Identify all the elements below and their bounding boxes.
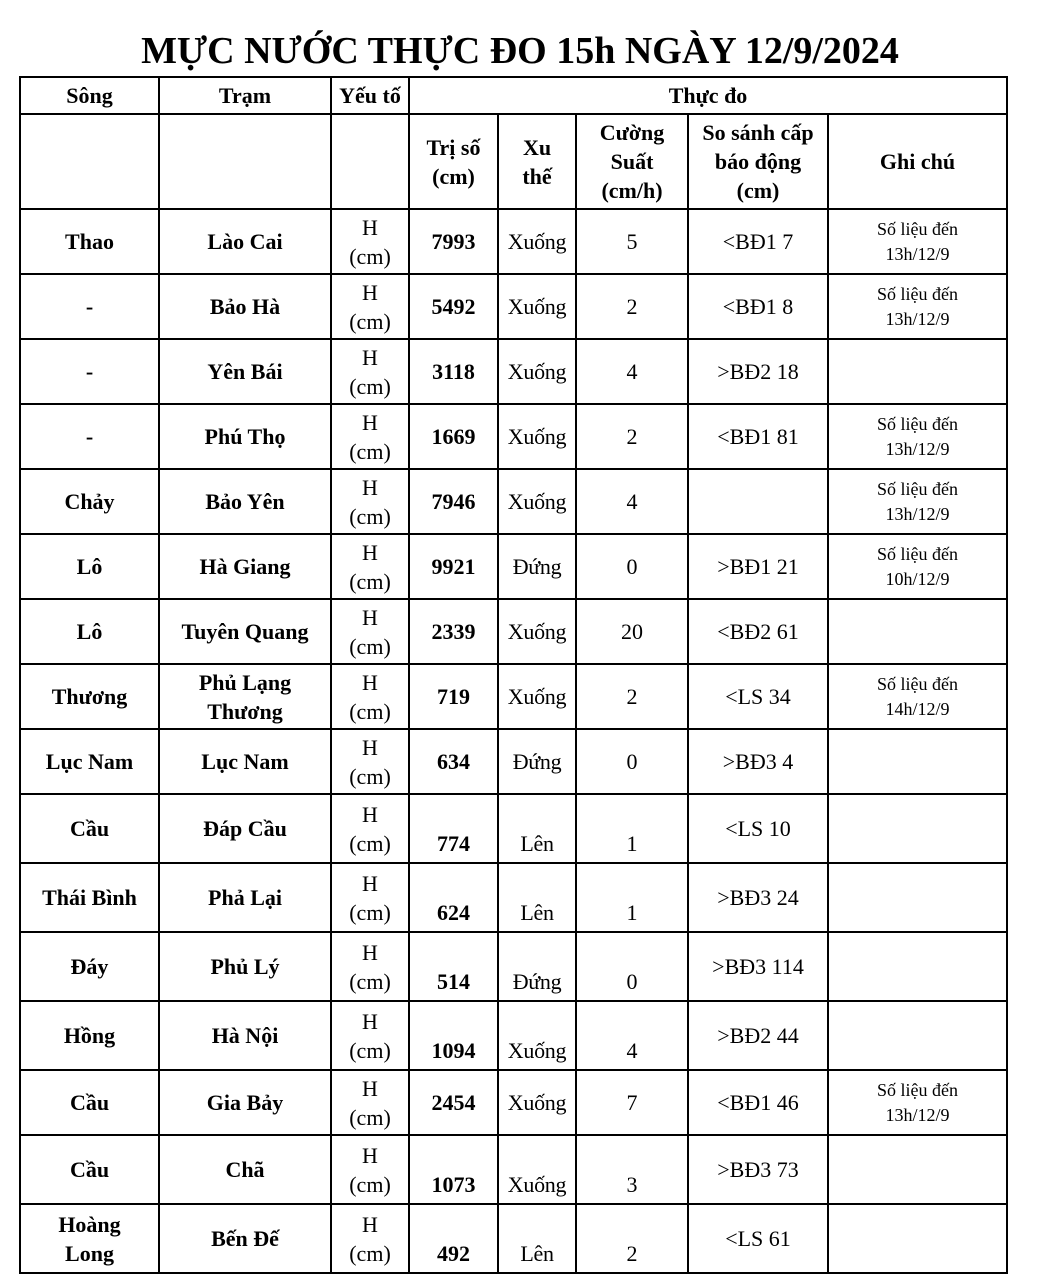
table-row — [20, 664, 1007, 729]
cell-song — [20, 469, 159, 534]
header-tram: Trạm — [159, 77, 331, 114]
cell-tri-so: 624 — [409, 863, 498, 932]
header-xu-the — [498, 114, 576, 209]
cell-tram — [159, 1001, 331, 1070]
cell-so-sanh: <LS 34 — [688, 664, 828, 729]
factor-line: (cm) — [349, 830, 391, 856]
tram-line: Bảo Yên — [205, 489, 285, 514]
factor-line: H — [362, 939, 378, 965]
cell-ghi-chu — [828, 404, 1007, 469]
header-so-sanh-line: So sánh cấp — [702, 120, 814, 145]
cell-ghi-chu — [828, 1135, 1007, 1204]
header-tri-so-line: (cm) — [432, 163, 475, 189]
cell-tram — [159, 1070, 331, 1135]
cell-cuong-suat: 2 — [576, 274, 688, 339]
cell-tram — [159, 209, 331, 274]
cell-cuong-suat: 1 — [576, 863, 688, 932]
song-line: Hồng — [63, 1023, 116, 1048]
cell-tri-so: 1669 — [409, 404, 498, 469]
table-row — [20, 794, 1007, 863]
factor-line: H — [362, 1211, 378, 1237]
header-blank-3 — [331, 114, 409, 209]
ghi-chu-line: Số liệu đến — [877, 218, 958, 239]
cell-tri-so: 1094 — [409, 1001, 498, 1070]
tram-line: Bảo Hà — [209, 294, 281, 319]
cell-xu-the: Lên — [498, 1204, 576, 1273]
factor-line: H — [362, 409, 378, 435]
cell-ghi-chu — [828, 599, 1007, 664]
header-so-sanh-line: báo động — [714, 149, 802, 174]
table-row — [20, 274, 1007, 339]
table-row — [20, 932, 1007, 1001]
tram-line: Hà Giang — [199, 554, 291, 579]
header-xu-the-line: thế — [522, 163, 552, 189]
cell-yeu-to — [331, 863, 409, 932]
factor-line: (cm) — [349, 1037, 391, 1063]
cell-yeu-to — [331, 1204, 409, 1273]
water-level-table — [19, 76, 1008, 1274]
table-row — [20, 534, 1007, 599]
cell-cuong-suat: 20 — [576, 599, 688, 664]
tram-line: Phả Lại — [208, 885, 282, 910]
ghi-chu-line: 10h/12/9 — [885, 568, 950, 589]
cell-so-sanh: <BĐ1 46 — [688, 1070, 828, 1135]
song-line: Thương — [51, 684, 128, 709]
tram-line: Phủ Lý — [210, 954, 280, 979]
cell-xu-the: Xuống — [498, 209, 576, 274]
cell-ghi-chu — [828, 469, 1007, 534]
factor-line: H — [362, 539, 378, 565]
cell-tri-so: 774 — [409, 794, 498, 863]
song-line: - — [85, 294, 94, 319]
factor-line: H — [362, 1008, 378, 1034]
cell-xu-the: Lên — [498, 794, 576, 863]
cell-so-sanh: <BĐ1 81 — [688, 404, 828, 469]
cell-yeu-to — [331, 274, 409, 339]
ghi-chu-line: 13h/12/9 — [885, 438, 950, 459]
factor-line: H — [362, 604, 378, 630]
factor-line: H — [362, 669, 378, 695]
factor-line: H — [362, 870, 378, 896]
cell-tri-so: 1073 — [409, 1135, 498, 1204]
header-row-2 — [20, 114, 1007, 209]
cell-xu-the: Đứng — [498, 534, 576, 599]
cell-tram — [159, 274, 331, 339]
cell-ghi-chu — [828, 274, 1007, 339]
factor-line: H — [362, 734, 378, 760]
cell-so-sanh: <LS 10 — [688, 794, 828, 863]
cell-cuong-suat: 1 — [576, 794, 688, 863]
ghi-chu-line: Số liệu đến — [877, 1079, 958, 1100]
cell-cuong-suat: 4 — [576, 1001, 688, 1070]
ghi-chu-line: Số liệu đến — [877, 478, 958, 499]
header-ghi-chu: Ghi chú — [828, 114, 1007, 209]
cell-song — [20, 794, 159, 863]
header-xu-the-line: Xu — [522, 134, 552, 160]
cell-tri-so: 2454 — [409, 1070, 498, 1135]
factor-line: (cm) — [349, 1171, 391, 1197]
cell-tram — [159, 1204, 331, 1273]
page-title: MỰC NƯỚC THỰC ĐO 15h NGÀY 12/9/2024 — [141, 30, 899, 72]
cell-song — [20, 274, 159, 339]
cell-yeu-to — [331, 794, 409, 863]
cell-tri-so: 719 — [409, 664, 498, 729]
cell-tri-so: 492 — [409, 1204, 498, 1273]
tram-line: Đáp Cầu — [203, 816, 287, 841]
factor-line: H — [362, 801, 378, 827]
factor-line: H — [362, 474, 378, 500]
tram-line: Thương — [207, 698, 283, 724]
cell-ghi-chu — [828, 339, 1007, 404]
cell-tram — [159, 469, 331, 534]
ghi-chu-line: Số liệu đến — [877, 283, 958, 304]
song-line: - — [85, 424, 94, 449]
song-line: Lô — [76, 619, 103, 644]
cell-tri-so: 9921 — [409, 534, 498, 599]
cell-ghi-chu — [828, 1204, 1007, 1273]
song-line: Cầu — [69, 1157, 110, 1182]
cell-so-sanh: >BĐ1 21 — [688, 534, 828, 599]
cell-yeu-to — [331, 729, 409, 794]
cell-cuong-suat: 5 — [576, 209, 688, 274]
table-row — [20, 1204, 1007, 1273]
cell-song — [20, 339, 159, 404]
cell-so-sanh: <BĐ1 8 — [688, 274, 828, 339]
factor-line: (cm) — [349, 438, 391, 464]
song-line: Long — [65, 1240, 114, 1266]
cell-song — [20, 1135, 159, 1204]
cell-cuong-suat: 2 — [576, 664, 688, 729]
cell-xu-the: Xuống — [498, 469, 576, 534]
tram-line: Lào Cai — [207, 229, 283, 254]
header-blank-1 — [20, 114, 159, 209]
factor-line: H — [362, 214, 378, 240]
ghi-chu-line: 13h/12/9 — [885, 1104, 950, 1125]
cell-yeu-to — [331, 1070, 409, 1135]
factor-line: (cm) — [349, 633, 391, 659]
header-so-sanh — [688, 114, 828, 209]
song-line: Cầu — [69, 816, 110, 841]
cell-tram — [159, 599, 331, 664]
factor-line: (cm) — [349, 1104, 391, 1130]
header-cuong-suat-line: Cường — [599, 120, 665, 145]
factor-line: (cm) — [349, 308, 391, 334]
cell-ghi-chu — [828, 794, 1007, 863]
factor-line: H — [362, 344, 378, 370]
song-line: Đáy — [70, 954, 109, 979]
cell-so-sanh: <BĐ2 61 — [688, 599, 828, 664]
cell-song — [20, 599, 159, 664]
cell-tri-so: 7946 — [409, 469, 498, 534]
cell-yeu-to — [331, 599, 409, 664]
header-yeu-to: Yếu tố — [331, 77, 409, 114]
ghi-chu-line: 14h/12/9 — [885, 698, 950, 719]
song-line: Hoàng — [58, 1211, 121, 1237]
song-line: - — [85, 359, 94, 384]
factor-line: (cm) — [349, 968, 391, 994]
tram-line: Chã — [225, 1157, 265, 1182]
cell-tram — [159, 339, 331, 404]
cell-tram — [159, 932, 331, 1001]
cell-xu-the: Xuống — [498, 1070, 576, 1135]
song-line: Lô — [76, 554, 103, 579]
cell-so-sanh: >BĐ3 24 — [688, 863, 828, 932]
cell-tram — [159, 664, 331, 729]
tram-line: Phú Thọ — [204, 424, 286, 449]
cell-song — [20, 729, 159, 794]
table-row — [20, 339, 1007, 404]
cell-song — [20, 534, 159, 599]
factor-line: (cm) — [349, 503, 391, 529]
header-tri-so — [409, 114, 498, 209]
cell-xu-the: Lên — [498, 863, 576, 932]
factor-line: (cm) — [349, 1240, 391, 1266]
cell-ghi-chu — [828, 209, 1007, 274]
cell-tri-so: 3118 — [409, 339, 498, 404]
song-line: Chảy — [64, 489, 115, 514]
tram-line: Bến Đế — [211, 1226, 279, 1251]
cell-tram — [159, 534, 331, 599]
table-row — [20, 863, 1007, 932]
ghi-chu-line: 13h/12/9 — [885, 308, 950, 329]
ghi-chu-line: 13h/12/9 — [885, 503, 950, 524]
cell-yeu-to — [331, 1001, 409, 1070]
cell-yeu-to — [331, 339, 409, 404]
cell-so-sanh: >BĐ3 114 — [688, 932, 828, 1001]
cell-yeu-to — [331, 664, 409, 729]
factor-line: (cm) — [349, 568, 391, 594]
cell-tri-so: 5492 — [409, 274, 498, 339]
cell-cuong-suat: 4 — [576, 469, 688, 534]
cell-xu-the: Xuống — [498, 1001, 576, 1070]
cell-yeu-to — [331, 209, 409, 274]
cell-so-sanh: <LS 61 — [688, 1204, 828, 1273]
song-line: Lục Nam — [45, 749, 134, 774]
header-tri-so-line: Trị số — [426, 134, 481, 160]
table-row — [20, 729, 1007, 794]
cell-xu-the: Đứng — [498, 932, 576, 1001]
cell-so-sanh: >BĐ2 18 — [688, 339, 828, 404]
factor-line: H — [362, 1075, 378, 1101]
tram-line: Tuyên Quang — [181, 619, 309, 644]
header-song: Sông — [20, 77, 159, 114]
cell-song — [20, 209, 159, 274]
ghi-chu-line: 13h/12/9 — [885, 243, 950, 264]
song-line: Thái Bình — [42, 885, 137, 910]
cell-tri-so: 2339 — [409, 599, 498, 664]
cell-tram — [159, 404, 331, 469]
cell-cuong-suat: 4 — [576, 339, 688, 404]
header-row-1 — [20, 77, 1007, 114]
tram-line: Phủ Lạng — [198, 669, 292, 695]
cell-song — [20, 1001, 159, 1070]
song-line: Cầu — [69, 1090, 110, 1115]
table-row — [20, 1135, 1007, 1204]
cell-tri-so: 514 — [409, 932, 498, 1001]
cell-cuong-suat: 2 — [576, 1204, 688, 1273]
header-thuc-do: Thực đo — [409, 77, 1007, 114]
factor-line: (cm) — [349, 243, 391, 269]
ghi-chu-line: Số liệu đến — [877, 673, 958, 694]
factor-line: (cm) — [349, 899, 391, 925]
cell-xu-the: Xuống — [498, 599, 576, 664]
cell-xu-the: Xuống — [498, 1135, 576, 1204]
ghi-chu-line: Số liệu đến — [877, 413, 958, 434]
song-line: Thao — [65, 229, 114, 254]
cell-song — [20, 863, 159, 932]
cell-cuong-suat: 0 — [576, 932, 688, 1001]
cell-song — [20, 1070, 159, 1135]
tram-line: Gia Bảy — [206, 1090, 284, 1115]
cell-tram — [159, 863, 331, 932]
cell-tri-so: 634 — [409, 729, 498, 794]
cell-so-sanh — [688, 469, 828, 534]
cell-xu-the: Xuống — [498, 339, 576, 404]
cell-yeu-to — [331, 534, 409, 599]
cell-song — [20, 404, 159, 469]
cell-song — [20, 1204, 159, 1273]
table-row — [20, 469, 1007, 534]
cell-yeu-to — [331, 404, 409, 469]
cell-ghi-chu — [828, 664, 1007, 729]
cell-tram — [159, 729, 331, 794]
cell-ghi-chu — [828, 932, 1007, 1001]
header-cuong-suat-line: (cm/h) — [601, 178, 663, 203]
cell-tram — [159, 794, 331, 863]
cell-song — [20, 932, 159, 1001]
cell-so-sanh: <BĐ1 7 — [688, 209, 828, 274]
cell-tri-so: 7993 — [409, 209, 498, 274]
cell-cuong-suat: 7 — [576, 1070, 688, 1135]
cell-so-sanh: >BĐ3 73 — [688, 1135, 828, 1204]
header-cuong-suat-line: Suất — [610, 149, 654, 174]
factor-line: H — [362, 1142, 378, 1168]
tram-line: Hà Nội — [211, 1023, 279, 1048]
header-cuong-suat — [576, 114, 688, 209]
cell-yeu-to — [331, 1135, 409, 1204]
cell-cuong-suat: 3 — [576, 1135, 688, 1204]
table-row — [20, 209, 1007, 274]
cell-xu-the: Xuống — [498, 664, 576, 729]
cell-so-sanh: >BĐ2 44 — [688, 1001, 828, 1070]
cell-song — [20, 664, 159, 729]
tram-line: Lục Nam — [201, 749, 289, 774]
cell-yeu-to — [331, 469, 409, 534]
factor-line: (cm) — [349, 698, 391, 724]
cell-ghi-chu — [828, 1070, 1007, 1135]
header-so-sanh-line: (cm) — [736, 178, 780, 203]
cell-xu-the: Xuống — [498, 404, 576, 469]
factor-line: (cm) — [349, 763, 391, 789]
cell-ghi-chu — [828, 1001, 1007, 1070]
cell-ghi-chu — [828, 534, 1007, 599]
factor-line: (cm) — [349, 373, 391, 399]
cell-xu-the: Đứng — [498, 729, 576, 794]
cell-yeu-to — [331, 932, 409, 1001]
cell-so-sanh: >BĐ3 4 — [688, 729, 828, 794]
table-row — [20, 599, 1007, 664]
factor-line: H — [362, 279, 378, 305]
table-row — [20, 404, 1007, 469]
cell-xu-the: Xuống — [498, 274, 576, 339]
cell-ghi-chu — [828, 863, 1007, 932]
ghi-chu-line: Số liệu đến — [877, 543, 958, 564]
cell-cuong-suat: 0 — [576, 729, 688, 794]
table-row — [20, 1070, 1007, 1135]
cell-cuong-suat: 2 — [576, 404, 688, 469]
cell-tram — [159, 1135, 331, 1204]
header-blank-2 — [159, 114, 331, 209]
cell-ghi-chu — [828, 729, 1007, 794]
cell-cuong-suat: 0 — [576, 534, 688, 599]
table-row — [20, 1001, 1007, 1070]
tram-line: Yên Bái — [207, 359, 283, 384]
table-body — [20, 209, 1007, 1273]
